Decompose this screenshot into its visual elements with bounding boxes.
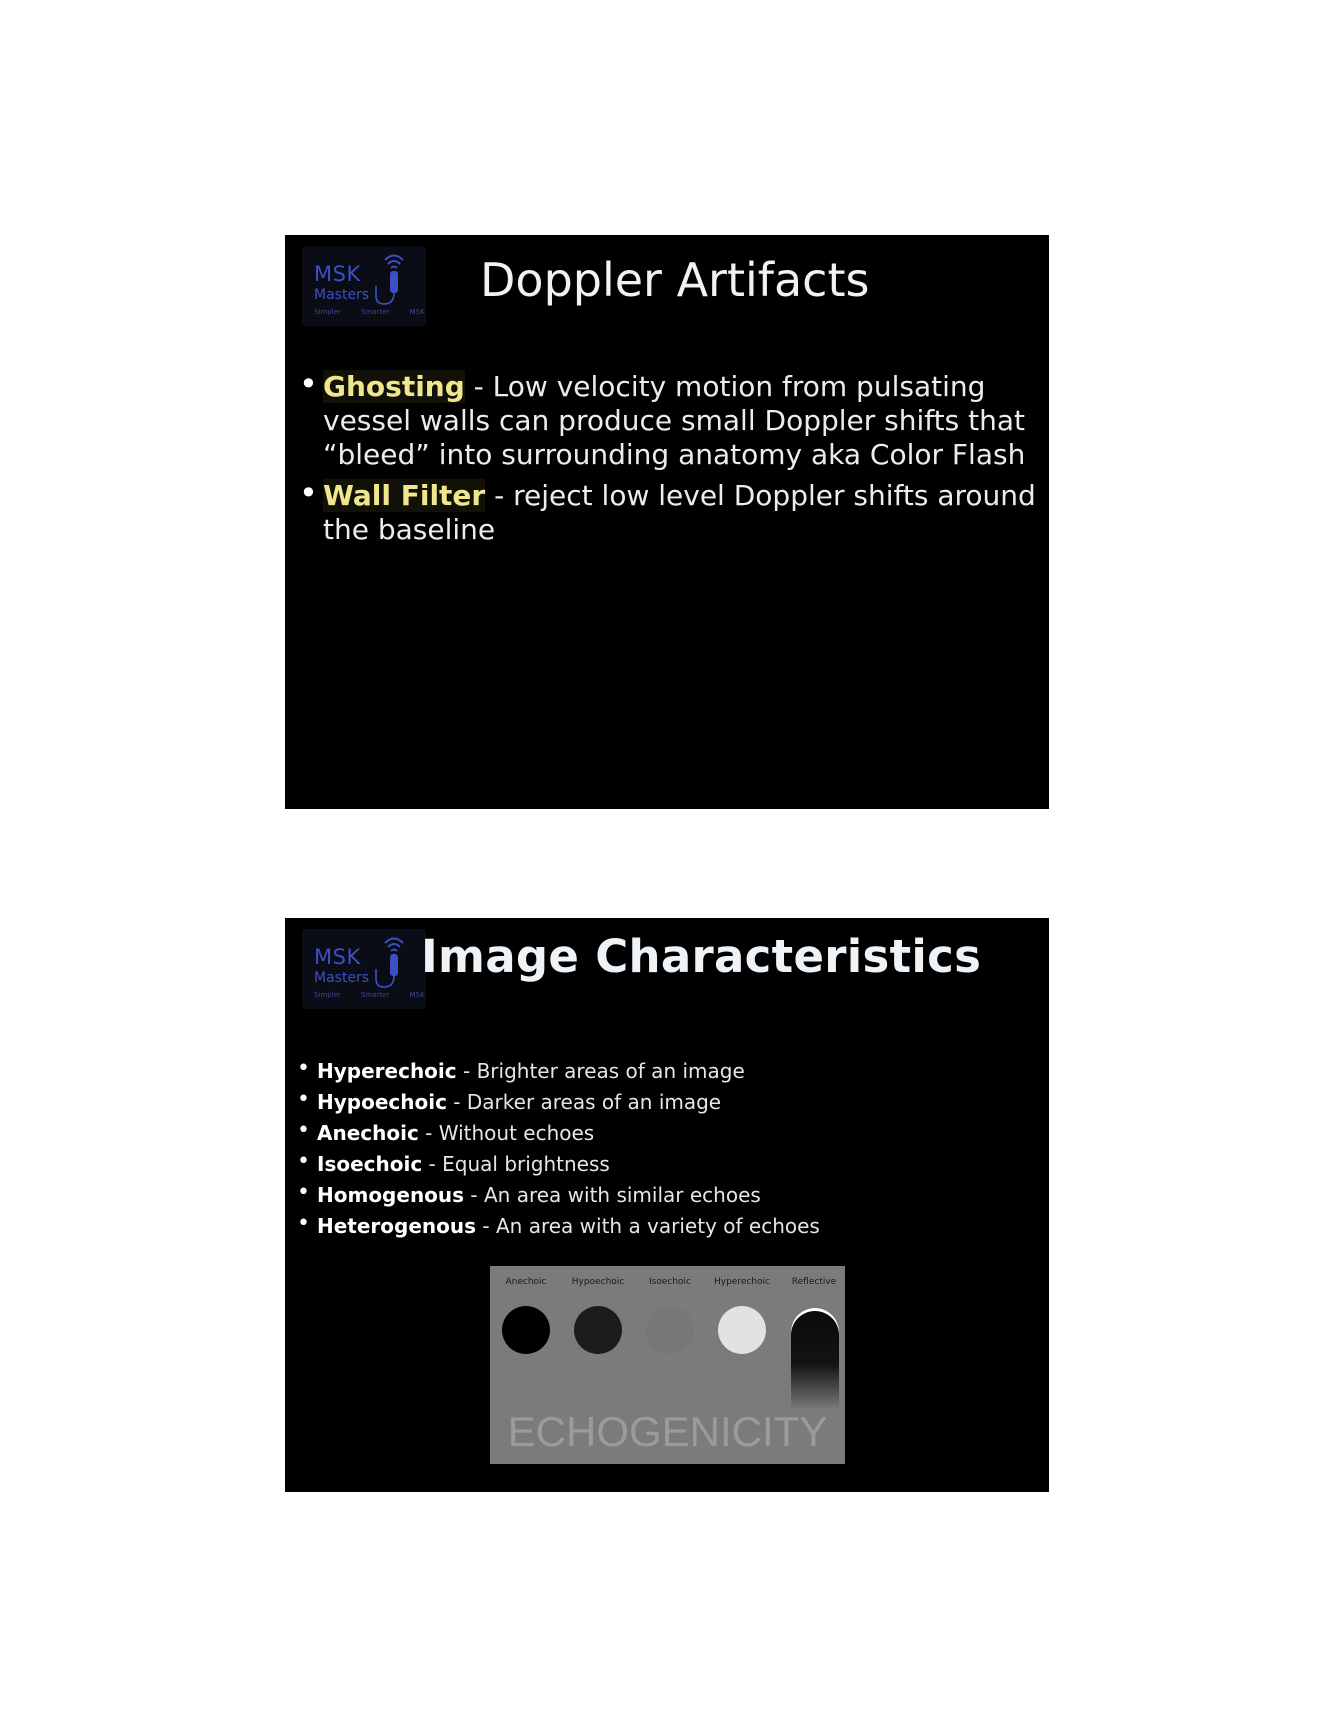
anechoic-circle [502,1306,550,1354]
bullet-term: Ghosting [323,370,465,403]
figure-label-hyperechoic: Hyperechoic [714,1277,770,1287]
list-item [296,1118,1036,1149]
ultrasound-probe-icon [374,935,414,991]
bullet-term: Wall Filter [323,479,486,512]
ultrasound-probe-icon [374,252,414,308]
echogenicity-figure [490,1266,845,1464]
bullet-term: Hyperechoic [317,1059,457,1083]
hypoechoic-circle [574,1306,622,1354]
msk-masters-logo [302,246,426,326]
slide-doppler-artifacts [285,235,1049,809]
echogenicity-caption: ECHOGENICITY [507,1408,828,1455]
reflective-shape [791,1308,839,1410]
bullet-text: - An area with similar echoes [464,1183,761,1207]
bullet-text: - reject low level Doppler shifts around the baseline [323,479,1036,546]
bullet-term: Anechoic [317,1121,419,1145]
figure-label-isoechoic: Isoechoic [649,1277,691,1287]
logo-line2: Masters [314,287,370,303]
bullet-list [296,1056,1036,1242]
bullet-text: - Equal brightness [422,1152,610,1176]
figure-label-anechoic: Anechoic [505,1277,547,1287]
logo-tagline: Simpler Smarter MSK [314,308,425,316]
logo-tagline: Simpler Smarter MSK [314,991,425,999]
slide-title: Image Characteristics [421,930,982,983]
list-item [296,1180,1036,1211]
hyperechoic-circle [718,1306,766,1354]
bullet-term: Homogenous [317,1183,465,1207]
list-item [296,1149,1036,1180]
msk-masters-logo [302,929,426,1009]
list-item [296,1087,1036,1118]
bullet-list [298,370,1038,554]
bullet-text: - Brighter areas of an image [456,1059,745,1083]
logo-line2: Masters [314,970,370,986]
list-item [296,1056,1036,1087]
bullet-text: - Darker areas of an image [446,1090,722,1114]
bullet-term: Hypoechoic [317,1090,447,1114]
slide-image-characteristics [285,918,1049,1492]
isoechoic-circle [646,1306,694,1354]
bullet-text: - Low velocity motion from pulsating vessel walls can produce small Doppler shifts that “bleed” into surrounding anatomy aka Color Flash [323,370,1026,471]
bullet-term: Heterogenous [317,1214,477,1238]
logo-line1: MSK [314,945,361,969]
bullet-term: Isoechoic [317,1152,423,1176]
bullet-text: - Without echoes [418,1121,595,1145]
figure-label-reflective: Reflective [791,1277,837,1287]
list-item [296,1211,1036,1242]
slide-title: Doppler Artifacts [480,253,870,307]
list-item [298,370,1038,472]
bullet-text: - An area with a variety of echoes [476,1214,820,1238]
logo-line1: MSK [314,262,361,286]
figure-label-hypoechoic: Hypoechoic [571,1277,625,1287]
list-item [298,479,1038,547]
